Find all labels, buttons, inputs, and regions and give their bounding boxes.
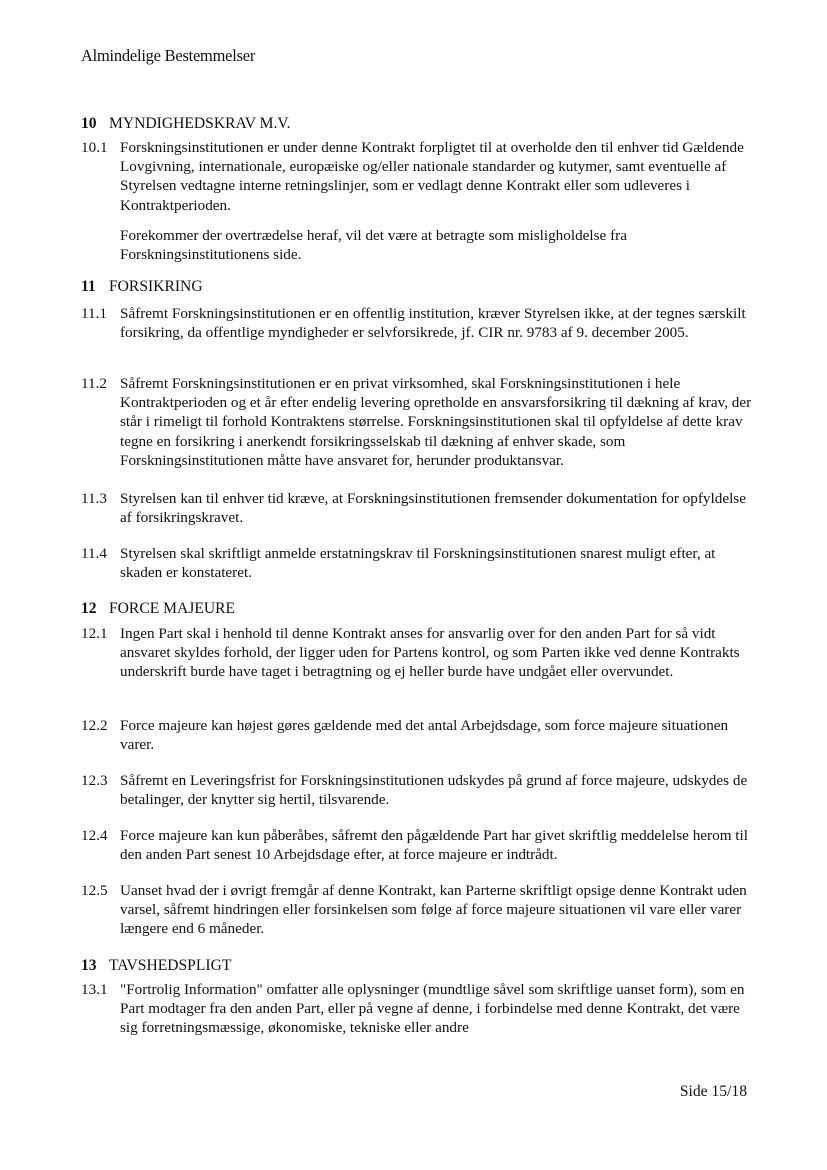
clause-text: Force majeure kan kun påberåbes, såfremt den pågældende Part har givet skriftlig meddelelse herom til den anden Part senest 10 Arbejdsdage efter, at force majeure er indtrådt. (120, 827, 748, 864)
clause-number: 11.2 (81, 375, 108, 392)
clause-text: Forskningsinstitutionen er under denne Kontrakt forpligtet til at overholde den til enhver tid Gældende Lovgivning, internationale, europæiske og/eller nationale standarder og kutymer, samt eventuelle af Styrelsen vedtagne interne retningslinjer, som er vedlagt denne Kontrakt eller som udleveres i Kontraktperioden. (120, 139, 744, 214)
clause-text: Såfremt Forskningsinstitutionen er en offentlig institution, kræver Styrelsen ikke, at der tegnes særskilt forsikring, da offentlige myndigheder er selvforsikrede, jf. CIR nr. 9783 af 9. december 2005. (120, 305, 746, 342)
section-title: MYNDIGHEDSKRAV M.V. (109, 115, 291, 132)
clause-number: 12.5 (81, 882, 108, 899)
running-header: Almindelige Bestemmelser (81, 46, 256, 65)
clause-12-2 (81, 716, 761, 754)
clause-text: Force majeure kan højest gøres gældende med det antal Arbejdsdage, som force majeure situationen varer. (120, 717, 729, 754)
clause-text: Styrelsen skal skriftligt anmelde erstatningskrav til Forskningsinstitutionen snarest muligt efter, at skaden er konstateret. (120, 545, 716, 582)
clause-12-1 (81, 624, 761, 682)
clause-text: Såfremt en Leveringsfrist for Forskningsinstitutionen udskydes på grund af force majeure, udskydes de betalinger, der knytter sig hertil, tilsvarende. (120, 772, 748, 809)
section-number: 10 (81, 115, 97, 132)
section-title: FORCE MAJEURE (109, 600, 236, 617)
section-number: 13 (81, 957, 97, 974)
clause-10-1 (81, 138, 761, 215)
clause-text: Styrelsen kan til enhver tid kræve, at Forskningsinstitutionen fremsender dokumentation for opfyldelse af forsikringskravet. (120, 490, 746, 527)
clause-11-3 (81, 489, 761, 527)
section-number: 12 (81, 600, 97, 617)
page-number: Side 15/18 (679, 1083, 747, 1100)
clause-number: 12.3 (81, 772, 108, 789)
clause-11-1 (81, 304, 761, 342)
section-title: TAVSHEDSPLIGT (109, 957, 232, 974)
clause-number: 11.3 (81, 490, 108, 507)
clause-11-2 (81, 374, 761, 470)
clause-12-3 (81, 771, 761, 809)
section-heading-10 (81, 114, 291, 133)
section-number: 11 (81, 278, 96, 295)
paragraph-10-misligholdelse: Forekommer der overtrædelse heraf, vil det være at betragte som misligholdelse fra Forskningsinstitutionens side. (120, 227, 627, 264)
clause-13-1 (81, 980, 761, 1038)
clause-11-4 (81, 544, 761, 582)
clause-text: "Fortrolig Information" omfatter alle oplysninger (mundtlige såvel som skriftlige uanset form), som en Part modtager fra den anden Part, eller på vegne af denne, i forbindelse med denne Kontrakt, det være sig forretningsmæssige, økonomiske, tekniske eller andre (120, 981, 745, 1037)
section-heading-13 (81, 956, 231, 975)
clause-text: Uanset hvad der i øvrigt fremgår af denne Kontrakt, kan Parterne skriftligt opsige denne Kontrakt uden varsel, såfremt hindringen eller forsinkelsen som følge af force majeure situationen vil vare eller varer længere end 6 måneder. (120, 882, 747, 938)
clause-number: 12.4 (81, 827, 108, 844)
section-heading-11 (81, 277, 203, 296)
clause-12-5 (81, 881, 761, 939)
clause-number: 11.4 (81, 545, 108, 562)
clause-number: 13.1 (81, 981, 108, 998)
clause-number: 12.1 (81, 625, 108, 642)
clause-text: Ingen Part skal i henhold til denne Kontrakt anses for ansvarlig over for den anden Part for så vidt ansvaret skyldes forhold, der ligger uden for Partens kontrol, og som Parten ikke ved denne Kontrakts underskrift burde have taget i betragtning og ej heller burde have undgået eller overvundet. (120, 625, 740, 681)
clause-number: 11.1 (81, 305, 108, 322)
clause-number: 12.2 (81, 717, 108, 734)
section-title: FORSIKRING (109, 278, 203, 295)
clause-text: Såfremt Forskningsinstitutionen er en privat virksomhed, skal Forskningsinstitutionen i hele Kontraktperioden og et år efter endelig levering opretholde en ansvarsforsikring til dækning af krav, der står i rimeligt til forhold Kontraktens størrelse. Forskningsinstitutionen skal til opfyldelse af dette krav tegne en forsikring i anerkendt forsikringsselskab til dækning af enhver skade, som Forskningsinstitutionen måtte have ansvaret for, herunder produktansvar. (120, 375, 752, 469)
section-heading-12 (81, 599, 235, 618)
clause-12-4 (81, 826, 761, 864)
clause-number: 10.1 (81, 139, 108, 156)
